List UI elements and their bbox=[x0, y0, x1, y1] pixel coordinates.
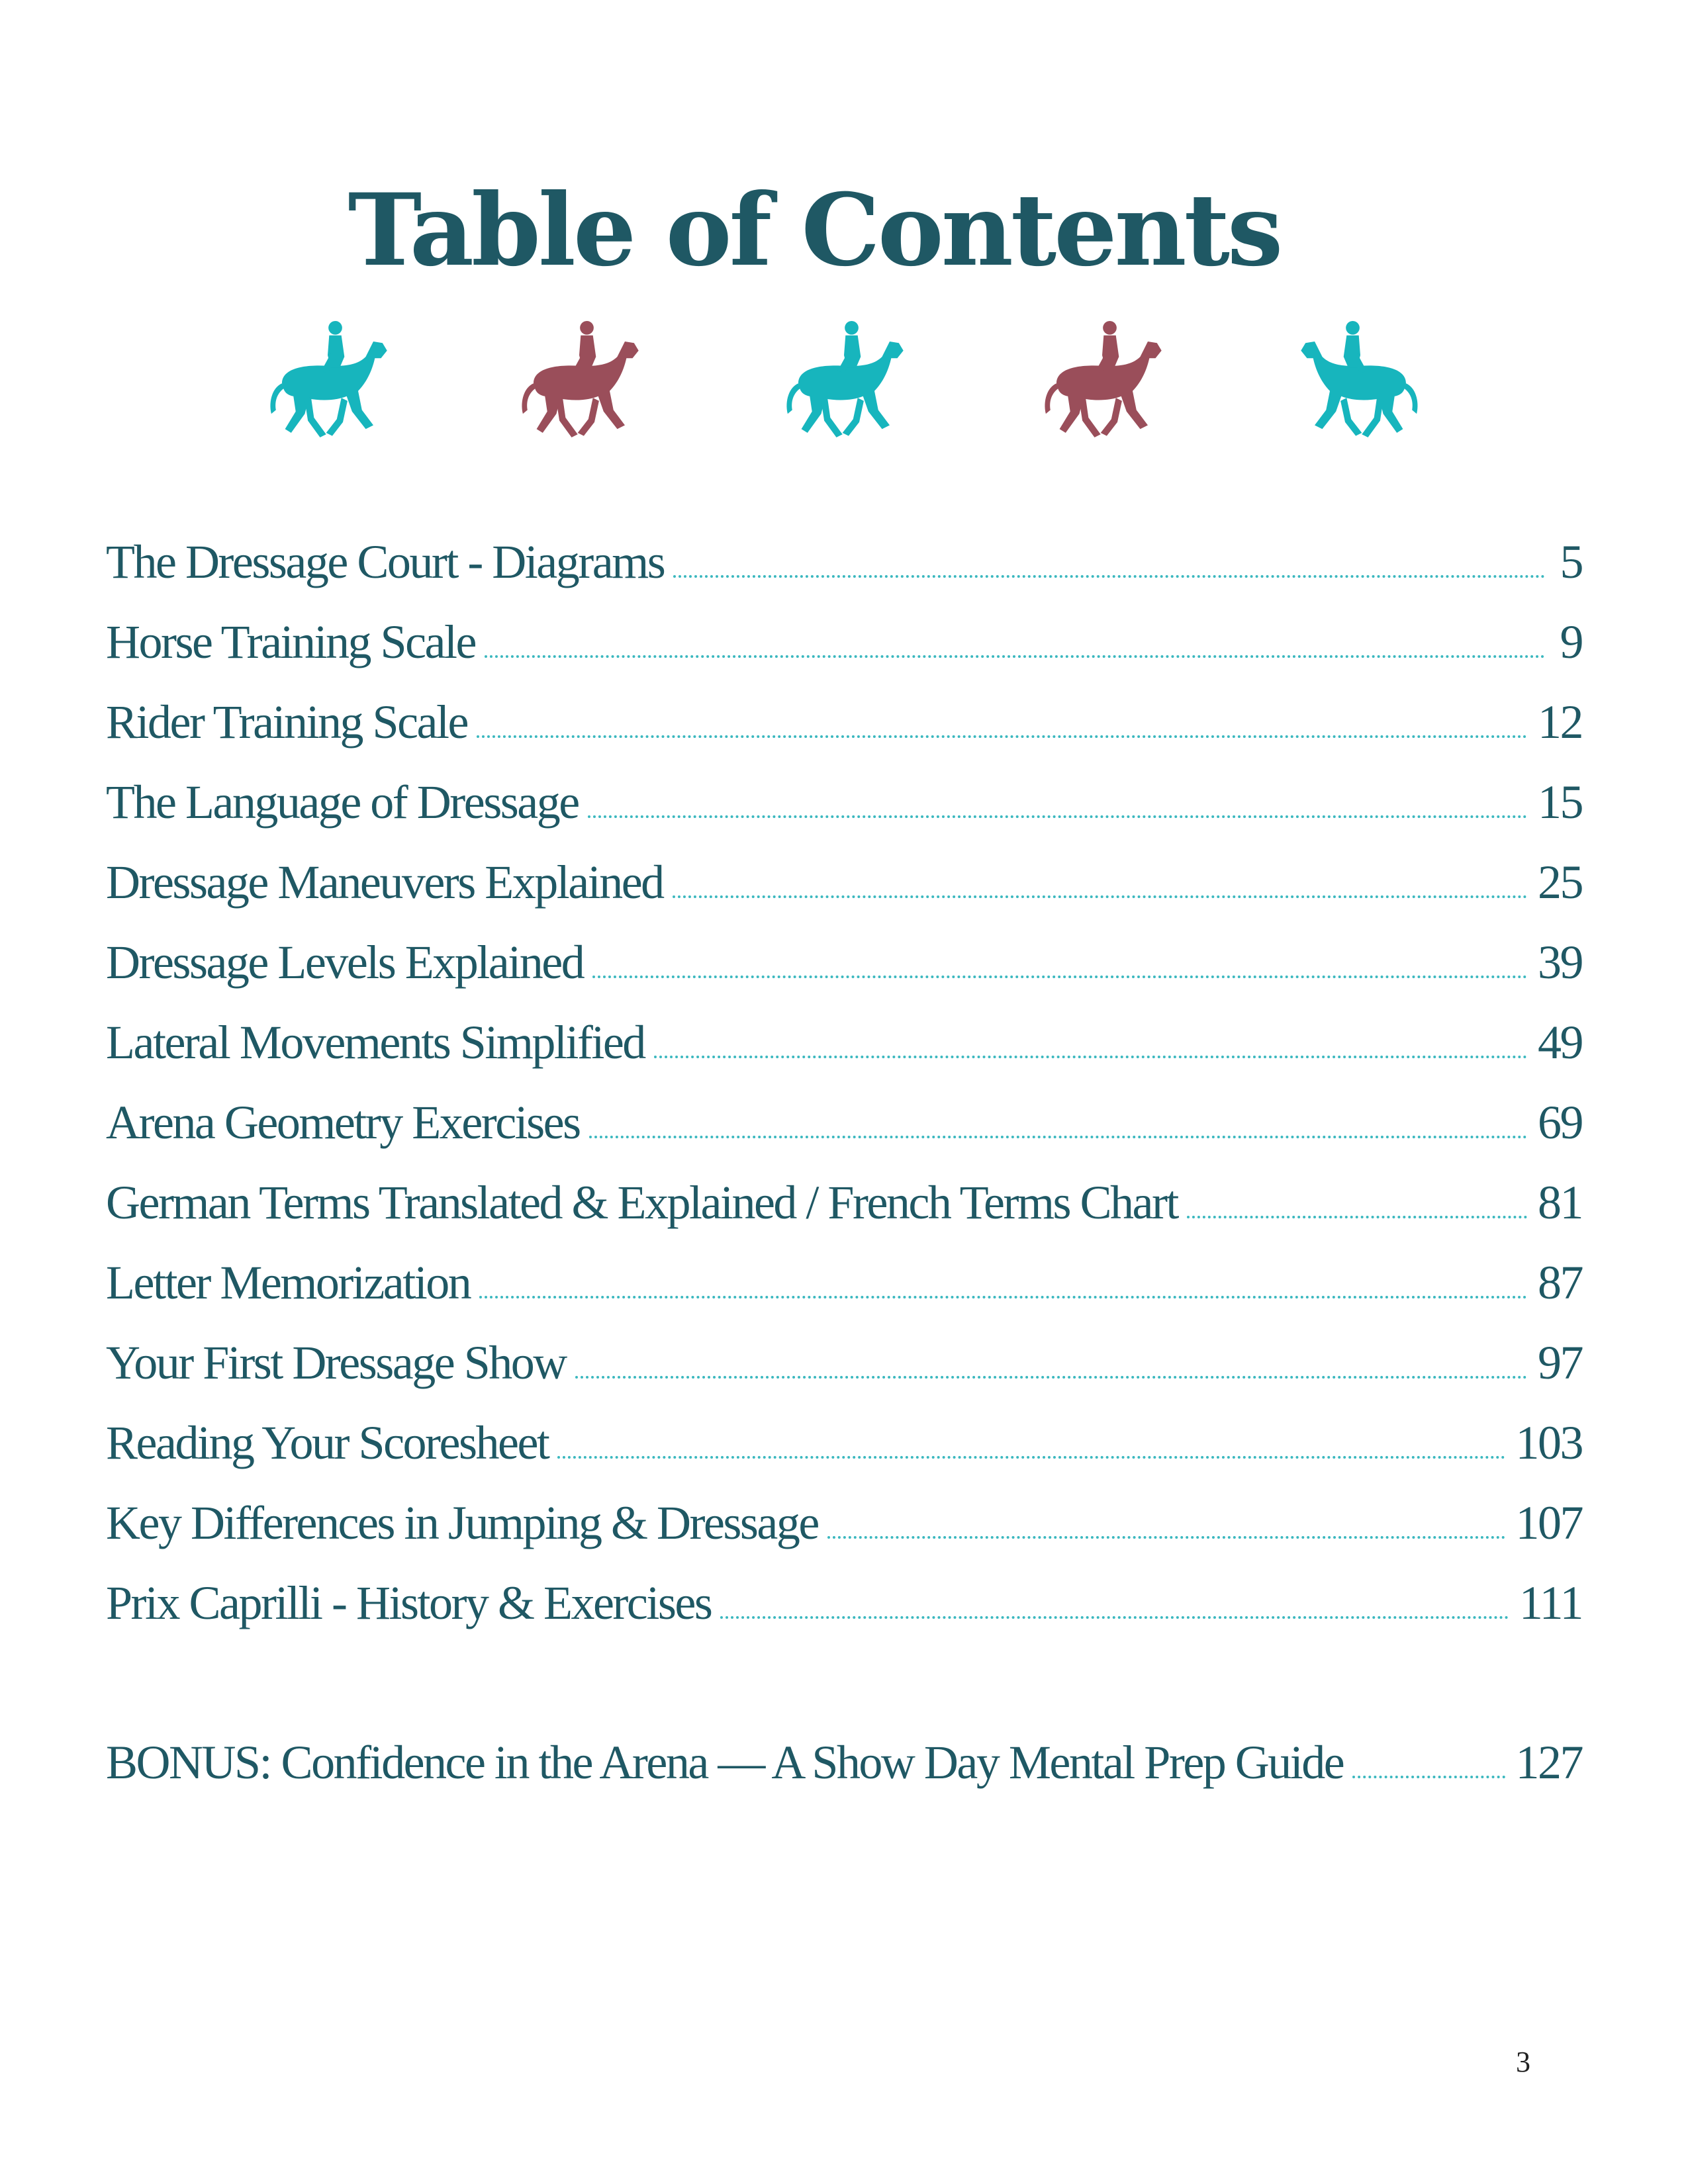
dot-leader bbox=[477, 735, 1527, 738]
dressage-horse-rider-icon bbox=[1026, 311, 1178, 463]
dressage-horse-rider-icon bbox=[1284, 311, 1436, 463]
toc-entry-page: 25 bbox=[1538, 856, 1582, 909]
toc-entry-title: Dressage Maneuvers Explained bbox=[106, 856, 663, 909]
dot-leader bbox=[1352, 1776, 1505, 1778]
toc-entry-title: Key Differences in Jumping & Dressage bbox=[106, 1496, 818, 1549]
toc-entry-page: 111 bbox=[1519, 1576, 1582, 1629]
toc-entry[interactable] bbox=[106, 510, 1582, 590]
dot-leader bbox=[592, 976, 1527, 978]
toc-entry-title: BONUS: Confidence in the Arena — A Show Day Mental Prep Guide bbox=[106, 1736, 1344, 1789]
toc-entry-title: Prix Caprilli - History & Exercises bbox=[106, 1576, 712, 1629]
toc-entry[interactable] bbox=[106, 990, 1582, 1070]
dot-leader bbox=[673, 895, 1527, 898]
toc-entry[interactable] bbox=[106, 1390, 1582, 1471]
toc-entry-page: 9 bbox=[1560, 615, 1582, 668]
dressage-horse-rider-icon bbox=[503, 311, 655, 463]
dot-leader bbox=[673, 575, 1545, 578]
toc-entry-title: Arena Geometry Exercises bbox=[106, 1096, 580, 1149]
dressage-horse-rider-icon bbox=[768, 311, 920, 463]
toc-entry-page: 12 bbox=[1538, 696, 1582, 749]
toc-entry-title: Reading Your Scoresheet bbox=[106, 1416, 549, 1469]
toc-entry-page: 5 bbox=[1560, 535, 1582, 588]
toc-entry[interactable] bbox=[106, 1230, 1582, 1310]
dot-leader bbox=[479, 1296, 1527, 1298]
toc-entry[interactable] bbox=[106, 1150, 1582, 1230]
toc-entry[interactable] bbox=[106, 830, 1582, 910]
toc-bonus-entry[interactable] bbox=[106, 1710, 1582, 1790]
toc-entry-page: 87 bbox=[1538, 1256, 1582, 1309]
toc-entry-page: 97 bbox=[1538, 1336, 1582, 1389]
toc-entry-title: Horse Training Scale bbox=[106, 615, 475, 668]
toc-entry-title: The Dressage Court - Diagrams bbox=[106, 535, 665, 588]
toc-entry-title: German Terms Translated & Explained / French Terms Chart bbox=[106, 1176, 1178, 1229]
table-of-contents bbox=[106, 510, 1582, 1790]
dressage-horse-rider-icon bbox=[252, 311, 404, 463]
toc-entry[interactable] bbox=[106, 590, 1582, 670]
toc-entry[interactable] bbox=[106, 910, 1582, 990]
horse-illustration-row bbox=[252, 311, 1443, 463]
toc-entry-title: The Language of Dressage bbox=[106, 776, 579, 829]
toc-entry-page: 69 bbox=[1538, 1096, 1582, 1149]
page-title: Table of Contents bbox=[348, 172, 1281, 289]
toc-entry-title: Dressage Levels Explained bbox=[106, 936, 584, 989]
dot-leader bbox=[557, 1456, 1505, 1459]
toc-entry-page: 103 bbox=[1515, 1416, 1582, 1469]
toc-entry-title: Your First Dressage Show bbox=[106, 1336, 566, 1389]
dot-leader bbox=[485, 655, 1545, 658]
dot-leader bbox=[588, 815, 1527, 818]
toc-entry[interactable] bbox=[106, 750, 1582, 830]
dot-leader bbox=[720, 1616, 1508, 1619]
dot-leader bbox=[589, 1136, 1527, 1138]
dot-leader bbox=[827, 1536, 1505, 1539]
toc-entry-title: Rider Training Scale bbox=[106, 696, 467, 749]
page-number: 3 bbox=[1516, 2046, 1530, 2078]
toc-entry[interactable] bbox=[106, 1310, 1582, 1390]
toc-entry-title: Letter Memorization bbox=[106, 1256, 471, 1309]
toc-entry-page: 15 bbox=[1538, 776, 1582, 829]
dot-leader bbox=[1187, 1216, 1527, 1218]
toc-entry[interactable] bbox=[106, 1551, 1582, 1631]
toc-entry[interactable] bbox=[106, 1070, 1582, 1150]
toc-entry-title: Lateral Movements Simplified bbox=[106, 1016, 645, 1069]
dot-leader bbox=[654, 1056, 1527, 1058]
dot-leader bbox=[575, 1376, 1527, 1379]
toc-entry-page: 39 bbox=[1538, 936, 1582, 989]
toc-entry-page: 49 bbox=[1538, 1016, 1582, 1069]
toc-entry[interactable] bbox=[106, 670, 1582, 750]
toc-entry-page: 107 bbox=[1515, 1496, 1582, 1549]
toc-entry[interactable] bbox=[106, 1471, 1582, 1551]
toc-entry-page: 81 bbox=[1538, 1176, 1582, 1229]
toc-entry-page: 127 bbox=[1515, 1736, 1582, 1789]
